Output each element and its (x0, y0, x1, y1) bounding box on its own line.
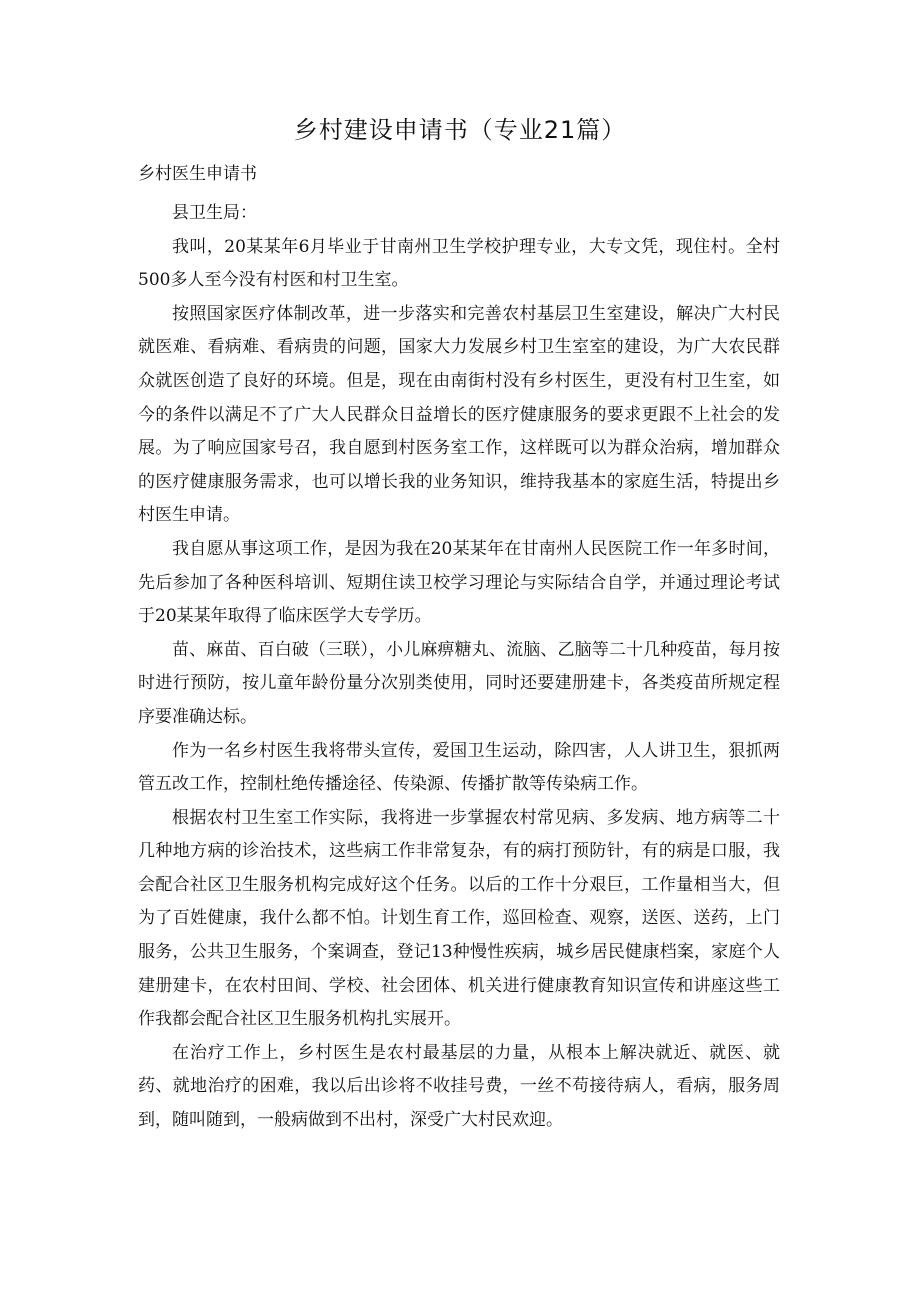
document-body (138, 197, 780, 1138)
body-paragraph: 苗、麻苗、百白破（三联），小儿麻痹糖丸、流脑、乙脑等二十几种疫苗，每月按时进行预防，按儿童年龄份量分次别类使用，同时还要建册建卡，各类疫苗所规定程序要准确达标。 (138, 639, 780, 727)
addressee-line: 县卫生局： (172, 203, 257, 223)
body-paragraph: 在治疗工作上，乡村医生是农村最基层的力量，从根本上解决就近、就医、就药、就地治疗的困难，我以后出诊将不收挂号费，一丝不苟接待病人，看病，服务周到，随叫随到，一般病做到不出村，深受广大村民欢迎。 (138, 1042, 780, 1131)
document-subtitle: 乡村医生申请书 (138, 164, 257, 184)
document-title: 乡村建设申请书（专业21篇） (293, 116, 627, 144)
body-paragraph: 我叫，20某某年6月毕业于甘南州卫生学校护理专业，大专文凭，现住村。全村500多人至今没有村医和村卫生室。 (138, 236, 780, 291)
body-paragraph: 根据农村卫生室工作实际，我将进一步掌握农村常见病、多发病、地方病等二十几种地方病的诊治技术，这些病工作非常复杂，有的病打预防针，有的病是口服，我会配合社区卫生服务机构完成好这个任务。以后的工作十分艰巨，工作量相当大，但为了百姓健康，我什么都不怕。计划生育工作，巡回检查、观察，送医、送药，上门服务，公共卫生服务，个案调查，登记13种慢性疾病，城乡居民健康档案，家庭个人建册建卡，在农村田间、学校、社会团体、机关进行健康教育知识宣传和讲座这些工作我都会配合社区卫生服务机构扎实展开。 (138, 807, 780, 1030)
body-paragraph: 我自愿从事这项工作，是因为我在20某某年在甘南州人民医院工作一年多时间，先后参加了各种医科培训、短期住读卫校学习理论与实际结合自学，并通过理论考试于20某某年取得了临床医学大专学历。 (138, 538, 780, 627)
body-paragraph: 按照国家医疗体制改革，进一步落实和完善农村基层卫生室建设，解决广大村民就医难、看病难、看病贵的问题，国家大力发展乡村卫生室室的建设，为广大农民群众就医创造了良好的环境。但是，现在由南街村没有乡村医生，更没有村卫生室，如今的条件以满足不了广大人民群众日益增长的医疗健康服务的要求更跟不上社会的发展。为了响应国家号召，我自愿到村医务室工作，这样既可以为群众治病，增加群众的医疗健康服务需求，也可以增长我的业务知识，维持我基本的家庭生活，特提出乡村医生申请。 (138, 303, 780, 526)
body-paragraph: 作为一名乡村医生我将带头宣传，爱国卫生运动，除四害，人人讲卫生，狠抓两管五改工作，控制杜绝传播途径、传染源、传播扩散等传染病工作。 (138, 740, 780, 795)
